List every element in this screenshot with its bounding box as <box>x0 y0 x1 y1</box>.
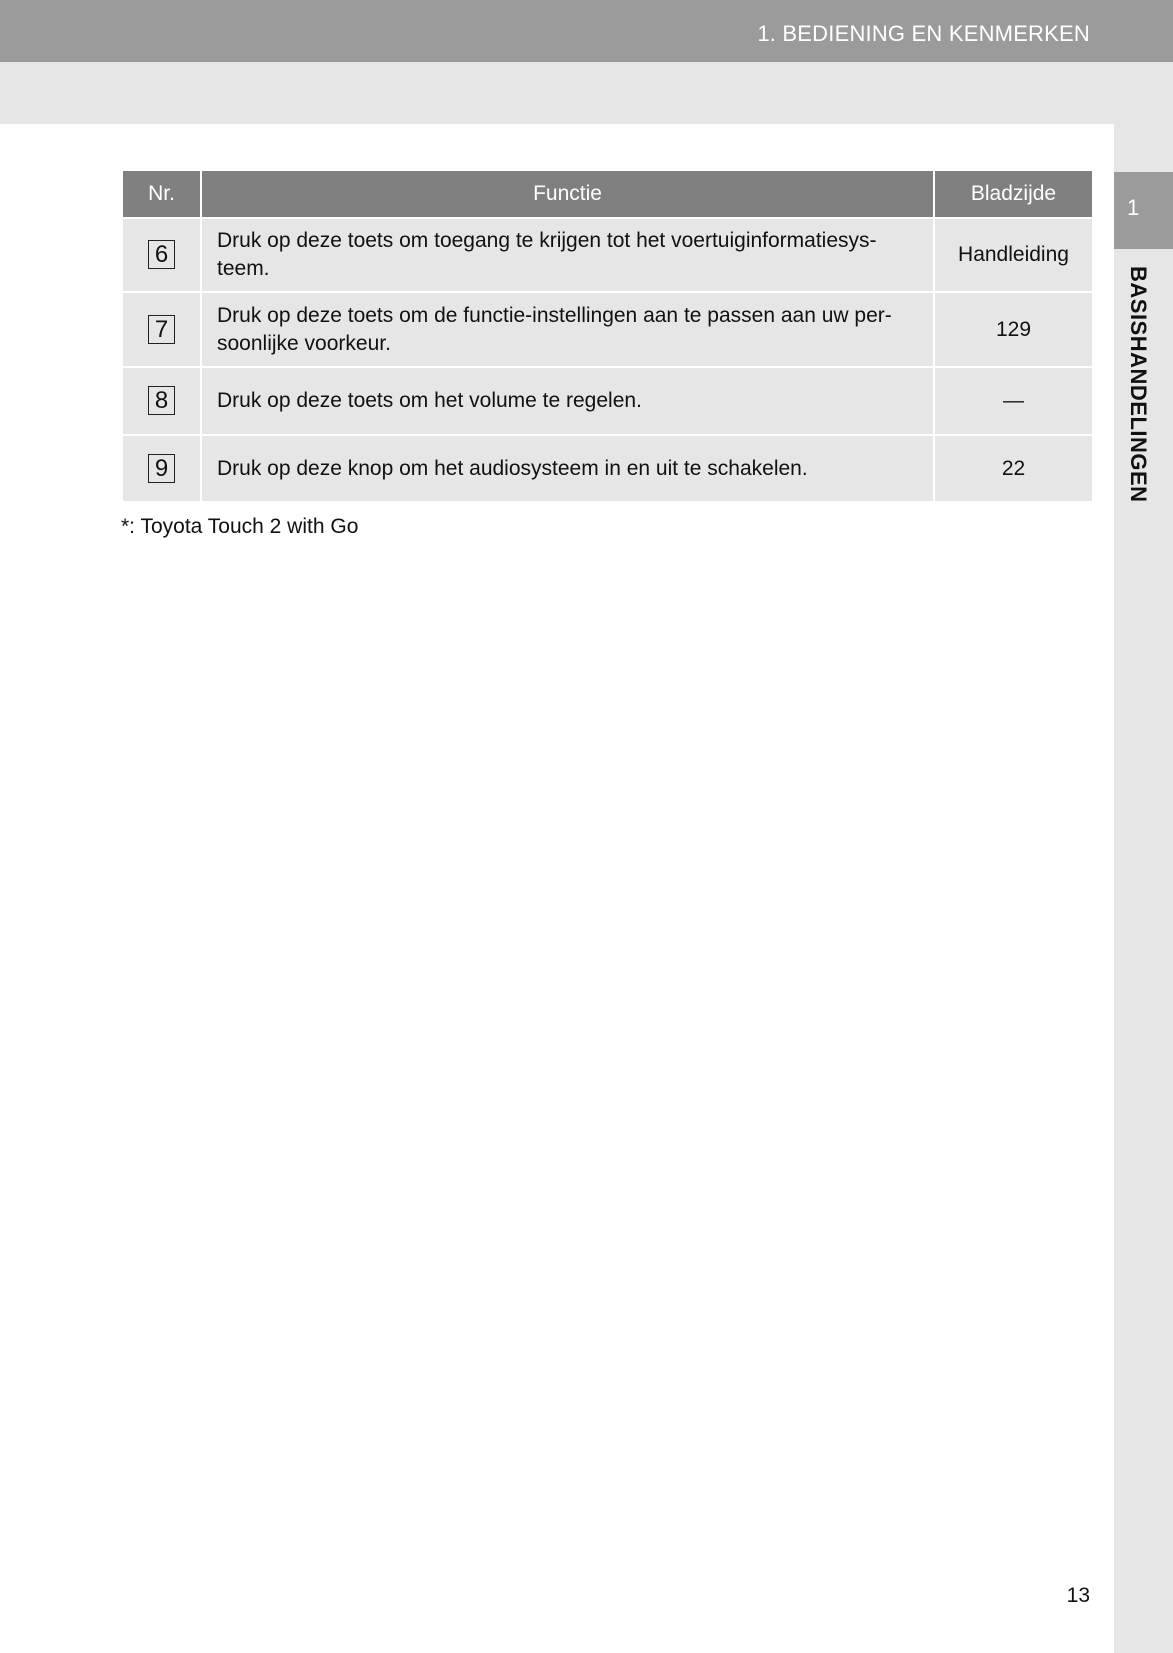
row-number-box: 9 <box>148 454 175 483</box>
row-function-cell <box>201 435 934 502</box>
row-page-cell: 22 <box>934 435 1093 502</box>
chapter-number: 1 <box>1127 195 1140 220</box>
row-page-cell: Handleiding <box>934 218 1093 292</box>
table-row <box>122 367 1093 435</box>
column-header-nr: Nr. <box>122 171 201 218</box>
header-band <box>0 0 1173 62</box>
row-number-cell <box>122 292 201 367</box>
row-page-cell: — <box>934 367 1093 435</box>
row-function-cell <box>201 218 934 292</box>
column-header-page: Bladzijde <box>934 171 1093 218</box>
row-page-cell: 129 <box>934 292 1093 367</box>
row-number-cell <box>122 367 201 435</box>
table-row <box>122 435 1093 502</box>
row-number-box: 6 <box>148 240 175 269</box>
table-header-row <box>122 171 1093 218</box>
column-header-function: Functie <box>201 171 934 218</box>
row-number-cell <box>122 218 201 292</box>
row-function-line: Druk op deze toets om de functie-instellingen aan te passen aan uw per- <box>217 303 892 327</box>
row-function-cell <box>201 292 934 367</box>
row-function-line: Druk op deze knop om het audiosysteem in en uit te schakelen. <box>217 456 808 480</box>
row-function-cell <box>201 367 934 435</box>
section-title: 1. BEDIENING EN KENMERKEN <box>757 21 1090 46</box>
row-function-line: Druk op deze toets om het volume te regelen. <box>217 389 642 412</box>
row-number-box: 8 <box>148 386 175 415</box>
footnote: *: Toyota Touch 2 with Go <box>121 515 359 538</box>
row-number-cell <box>122 435 201 502</box>
chapter-label: BASISHANDELINGEN <box>1126 266 1151 503</box>
table-row <box>122 292 1093 367</box>
page-number: 13 <box>1066 1584 1090 1607</box>
row-function-line: soonlijke voorkeur. <box>217 331 391 355</box>
table-row <box>122 218 1093 292</box>
function-table <box>121 171 1094 503</box>
row-function-line: teem. <box>217 257 270 280</box>
row-number-box: 7 <box>148 315 175 344</box>
header-subband <box>0 62 1173 124</box>
row-function-line: Druk op deze toets om toegang te krijgen tot het voertuiginformatiesys- <box>217 229 877 252</box>
chapter-tab[interactable] <box>1114 172 1173 249</box>
